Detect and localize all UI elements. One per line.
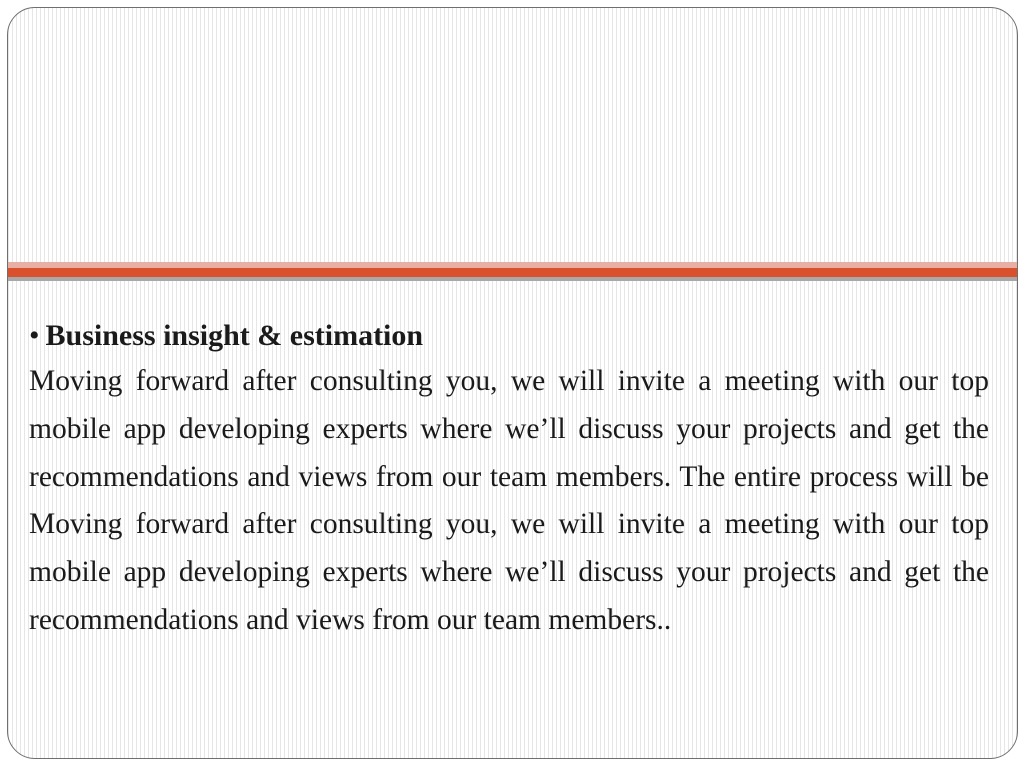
bullet-icon: •: [29, 319, 40, 352]
slide-frame: [7, 7, 1018, 759]
header-divider: [8, 262, 1017, 284]
divider-band-gray: [8, 277, 1017, 281]
slide-content: [29, 314, 989, 645]
heading-text: Business insight & estimation: [45, 319, 424, 352]
body-paragraph: Moving forward after consulting you, we will invite a meeting with our top mobile app developing experts where we’ll discuss your projects and get the recommendations and views from our team members. The entire process will be Moving forward after consulting you, we will invite a meeting with our top mobile app developing experts where we’ll discuss your projects and get the recommendations and views from our team members..: [29, 365, 989, 636]
slide-heading: [29, 314, 989, 358]
divider-band-accent: [8, 268, 1017, 277]
